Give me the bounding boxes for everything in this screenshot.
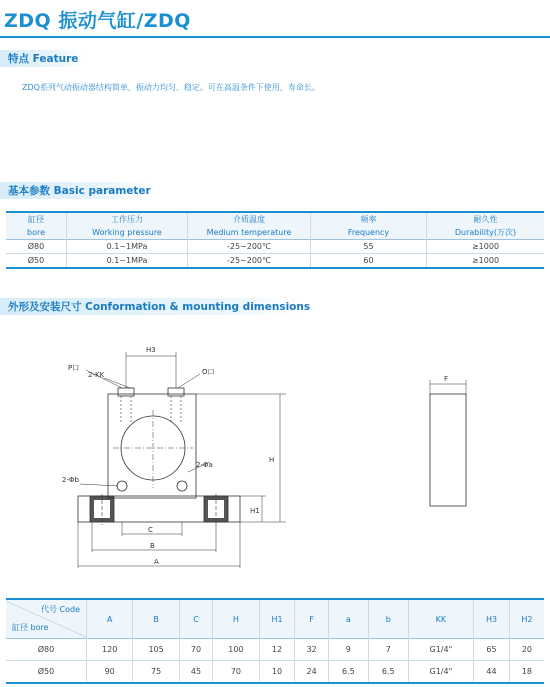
header-bore-cn: 缸径 bbox=[6, 212, 67, 226]
table-row bbox=[6, 639, 544, 661]
table-cell: 20 bbox=[509, 639, 544, 661]
feature-heading: 特点 Feature bbox=[8, 53, 79, 65]
header-f: F bbox=[295, 599, 328, 639]
header-h3: H3 bbox=[474, 599, 510, 639]
dimension-table bbox=[6, 598, 544, 684]
bore-label: 缸径 bore bbox=[12, 623, 49, 632]
table-cell: 105 bbox=[133, 639, 179, 661]
corner-cell bbox=[6, 599, 87, 639]
o-port bbox=[168, 388, 184, 396]
header-b-small: b bbox=[368, 599, 408, 639]
table-cell: 70 bbox=[179, 639, 212, 661]
table-cell: Ø50 bbox=[6, 254, 67, 269]
basic-heading: 基本参数 Basic parameter bbox=[8, 185, 151, 197]
table-header-row bbox=[6, 226, 544, 240]
table-cell: 24 bbox=[295, 661, 328, 684]
page-title: ZDQ 振动气缸/ZDQ bbox=[4, 10, 191, 32]
table-cell: 0.1~1MPa bbox=[67, 240, 188, 254]
table-cell: 7 bbox=[368, 639, 408, 661]
o-port-label: O口 bbox=[202, 368, 215, 376]
header-pressure-cn: 工作压力 bbox=[67, 212, 188, 226]
header-c: C bbox=[179, 599, 212, 639]
b-label: B bbox=[150, 542, 155, 550]
header-a: A bbox=[87, 599, 133, 639]
table-cell: 75 bbox=[133, 661, 179, 684]
table-cell: 6.5 bbox=[368, 661, 408, 684]
c-label: C bbox=[148, 526, 153, 534]
header-temperature-en: Medium temperature bbox=[188, 226, 311, 240]
table-cell: 12 bbox=[259, 639, 295, 661]
table-cell: 45 bbox=[179, 661, 212, 684]
header-bore-en: bore bbox=[6, 226, 67, 240]
header-durability-en: Durability(万次) bbox=[427, 226, 545, 240]
basic-parameter-table bbox=[6, 211, 544, 269]
table-cell: Ø80 bbox=[6, 639, 87, 661]
table-cell: 0.1~1MPa bbox=[67, 254, 188, 269]
feature-text: ZDQ系列气动振动器结构简单，振动力均匀、稳定。可在高温条件下使用，寿命长。 bbox=[22, 83, 320, 92]
table-row bbox=[6, 240, 544, 254]
header-h: H bbox=[213, 599, 259, 639]
table-cell: 55 bbox=[311, 240, 427, 254]
table-cell: 120 bbox=[87, 639, 133, 661]
table-cell: 90 bbox=[87, 661, 133, 684]
phi-a-label: 2-Φa bbox=[196, 461, 213, 469]
p-port bbox=[118, 388, 134, 396]
side-view bbox=[430, 394, 466, 506]
kk-label: 2-KK bbox=[88, 371, 105, 379]
phi-b-hole bbox=[117, 481, 127, 491]
header-frequency-cn: 频率 bbox=[311, 212, 427, 226]
table-cell: 32 bbox=[295, 639, 328, 661]
mounting-section-header bbox=[0, 298, 311, 315]
feature-section-header bbox=[0, 50, 82, 67]
header-temperature-cn: 介质温度 bbox=[188, 212, 311, 226]
table-cell: 65 bbox=[474, 639, 510, 661]
table-cell: 9 bbox=[328, 639, 368, 661]
p-port-label: P口 bbox=[68, 364, 80, 372]
table-cell: -25~200℃ bbox=[188, 254, 311, 269]
table-cell: 60 bbox=[311, 254, 427, 269]
table-row bbox=[6, 661, 544, 684]
header-h1: H1 bbox=[259, 599, 295, 639]
table-cell: 70 bbox=[213, 661, 259, 684]
a-label: A bbox=[154, 558, 159, 566]
f-label: F bbox=[444, 375, 449, 383]
table-cell: Ø80 bbox=[6, 240, 67, 254]
mounting-heading: 外形及安装尺寸 Conformation & mounting dimensions bbox=[8, 301, 311, 313]
header-b: B bbox=[133, 599, 179, 639]
table-cell: 10 bbox=[259, 661, 295, 684]
mounting-drawing bbox=[0, 322, 550, 592]
header-a-small: a bbox=[328, 599, 368, 639]
table-cell: 100 bbox=[213, 639, 259, 661]
table-cell: G1/4" bbox=[408, 639, 473, 661]
h3-label: H3 bbox=[146, 346, 156, 354]
title-divider bbox=[0, 36, 550, 38]
h-label: H bbox=[269, 456, 275, 464]
table-cell: ≥1000 bbox=[427, 240, 545, 254]
table-cell: 6.5 bbox=[328, 661, 368, 684]
table-row bbox=[6, 254, 544, 269]
code-label: 代号 Code bbox=[40, 605, 80, 614]
header-frequency-en: Frequency bbox=[311, 226, 427, 240]
header-pressure-en: Working pressure bbox=[67, 226, 188, 240]
basic-section-header bbox=[0, 182, 150, 199]
header-kk: KK bbox=[408, 599, 473, 639]
header-durability-cn: 耐久性 bbox=[427, 212, 545, 226]
h1-label: H1 bbox=[250, 507, 260, 515]
header-h2: H2 bbox=[509, 599, 544, 639]
table-cell: ≥1000 bbox=[427, 254, 545, 269]
table-header-row bbox=[6, 212, 544, 226]
table-cell: 44 bbox=[474, 661, 510, 684]
phi-a-hole bbox=[177, 481, 187, 491]
table-cell: Ø50 bbox=[6, 661, 87, 684]
table-cell: -25~200℃ bbox=[188, 240, 311, 254]
table-header-row bbox=[6, 599, 544, 639]
table-cell: G1/4" bbox=[408, 661, 473, 684]
phi-b-label: 2-Φb bbox=[62, 476, 79, 484]
table-cell: 18 bbox=[509, 661, 544, 684]
